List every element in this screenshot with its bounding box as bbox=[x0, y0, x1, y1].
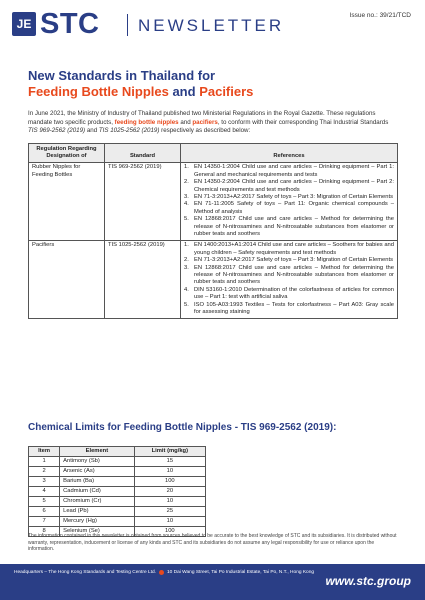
header-limit: Limit (mg/kg) bbox=[134, 447, 205, 457]
newsletter-label: NEWSLETTER bbox=[138, 16, 285, 35]
header-divider bbox=[127, 14, 128, 36]
table-row: 1 Antimony (Sb) 15 bbox=[29, 457, 206, 467]
header-references: References bbox=[181, 144, 398, 163]
reference-item: 3. EN 71-3:2013+A2:2017 Safety of toys – Part 3: Migration of Certain Elements bbox=[184, 193, 393, 200]
chemical-limits-title: Chemical Limits for Feeding Bottle Nipples - TIS 969-2562 (2019): bbox=[28, 422, 337, 433]
table-row: 6 Lead (Pb) 25 bbox=[29, 507, 206, 517]
reference-item: 1. EN 1400:2013+A1:2014 Child use and care articles – Soothers for babies and young children – Safety requirements and test methods bbox=[184, 242, 394, 256]
standard-cell: TIS 969-2562 (2019) bbox=[105, 162, 181, 240]
references-cell bbox=[181, 240, 398, 318]
location-pin-icon bbox=[159, 570, 164, 575]
page-footer bbox=[0, 564, 425, 600]
chemical-limits-table bbox=[28, 446, 206, 537]
page-title-line1: New Standards in Thailand for bbox=[28, 68, 216, 83]
table-row: 3 Barium (Ba) 100 bbox=[29, 477, 206, 487]
footer-street: 10 Dai Wang Street, Tai Po Industrial Estate, Tai Po, N.T., Hong Kong bbox=[166, 570, 315, 575]
header-designation: Regulation Regarding Designation of bbox=[29, 144, 105, 163]
references-cell bbox=[181, 162, 398, 240]
intro-paragraph: In June 2021, the Ministry of Industry of Thailand published two Ministerial Regulations in the Royal Gazette. These regulations mandate two specific products, feeding bottle nipples and pacifiers, to conform with their corresponding Thai Industrial Standards TIS 969-2562 (2019) and TIS 1025-2562 (2019) respectively as described below: bbox=[28, 110, 389, 134]
intro-highlight-pacifiers: pacifiers bbox=[192, 118, 218, 126]
table-row: 8 Selenium (Se) 100 bbox=[29, 527, 206, 537]
page-title-line2 bbox=[28, 84, 253, 99]
stc-logo bbox=[12, 8, 100, 40]
reference-item: 1. EN 14350-1:2004 Child use and care articles – Drinking equipment – Part 1: General and mechanical requirements and tests bbox=[184, 164, 394, 178]
website-link[interactable]: www.stc.group bbox=[325, 574, 411, 588]
regulations-table bbox=[28, 143, 398, 319]
issue-number: Issue no.: 39/21/TCD bbox=[349, 12, 411, 19]
table-header-row bbox=[29, 144, 398, 163]
header-element: Element bbox=[60, 447, 135, 457]
reference-item: 2. EN 14350-2:2004 Child use and care articles – Drinking equipment – Part 2: Chemical requirements and test methods bbox=[184, 179, 394, 193]
table-row bbox=[29, 240, 398, 318]
table-row: 5 Chromium (Cr) 10 bbox=[29, 497, 206, 507]
designation-cell: Pacifiers bbox=[29, 240, 105, 318]
header-item: Item bbox=[29, 447, 60, 457]
intro-highlight-nipples: feeding bottle nipples bbox=[114, 118, 179, 126]
reference-item: 4. DIN 53160-1:2010 Determination of the colorfastness of articles for common use – Part 1: test with artificial saliva bbox=[184, 286, 394, 301]
reference-item: 4. EN 71-11:2005 Safety of toys – Part 11: Organic chemical compounds – Method of analysis bbox=[184, 201, 394, 215]
footer-address bbox=[14, 570, 314, 575]
disclaimer-text: The information contained in this newsletter is obtained from sources believed to be accurate to the best knowledge of STC and its subsidiaries. It is distributed without warranty, representation, inducement or license of any kinds and STC and its subsidiaries do not assume any legal responsibility for use or reliance upon the information. bbox=[28, 533, 397, 552]
header-standard: Standard bbox=[105, 144, 181, 163]
reference-item: 2. EN 71-3:2013+A2:2017 Safety of toys – Part 3: Migration of Certain Elements bbox=[184, 257, 393, 264]
logo-mark: JE bbox=[12, 12, 36, 36]
reference-item: 3. EN 12868:2017 Child use and care articles – Method for determining the release of N-nitrosamines and N-nitrosatable substances from elastomer or rubber teats and soothers bbox=[184, 264, 394, 286]
designation-cell: Rubber Nipples for Feeding Bottles bbox=[29, 162, 105, 240]
table-row: 4 Cadmium (Cd) 20 bbox=[29, 487, 206, 497]
reference-item: 5. ISO 105-A03:1993 Textiles – Tests for colorfastness – Part A03: Gray scale for assessing staining bbox=[184, 301, 394, 316]
title-and: and bbox=[168, 84, 200, 99]
page-header bbox=[0, 0, 425, 58]
footer-hq: Headquarters – The Hong Kong Standards and Testing Centre Ltd. bbox=[14, 570, 156, 575]
reference-item: 5. EN 12868:2017 Child use and care articles – Method for determining the release of N-nitrosamines and N-nitrosatable substances from elastomer or rubber teats and soothers bbox=[184, 216, 394, 237]
table-row: 7 Mercury (Hg) 10 bbox=[29, 517, 206, 527]
title-highlight-pacifiers: Pacifiers bbox=[199, 84, 254, 99]
table-header-row bbox=[29, 447, 206, 457]
standard-cell: TIS 1025-2562 (2019) bbox=[105, 240, 181, 318]
title-highlight-nipples: Feeding Bottle Nipples bbox=[28, 84, 169, 99]
table-row: 2 Arsenic (As) 10 bbox=[29, 467, 206, 477]
table-row bbox=[29, 162, 398, 240]
logo-text: STC bbox=[40, 8, 100, 40]
